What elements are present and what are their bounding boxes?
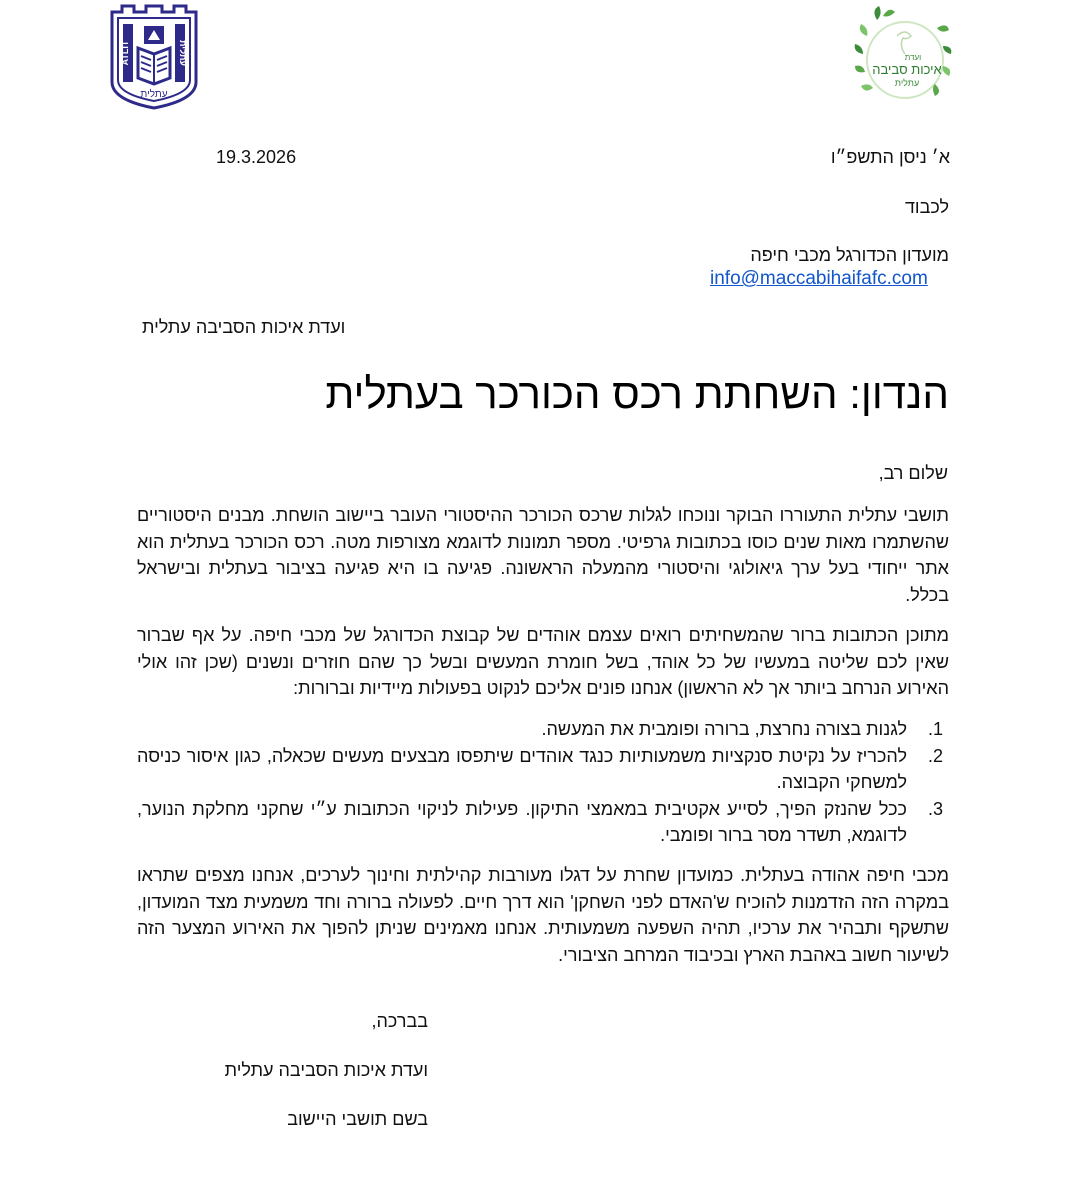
list-item: [137, 796, 949, 849]
list-item-number: 3.: [927, 798, 943, 819]
to-label: לכבוד: [904, 197, 949, 217]
signature-block: [200, 1010, 428, 1130]
recipient-name: מועדון הכדורגל מכבי חיפה: [750, 245, 949, 265]
atlit-emblem-icon: [108, 4, 200, 114]
svg-text:ועדת: ועדת: [904, 53, 922, 62]
list-item-number: 1.: [927, 719, 943, 739]
hebrew-date: א׳ ניסן התשפ״ו: [830, 147, 950, 167]
svg-text:ATLIT: ATLIT: [120, 40, 130, 66]
recipient-email-link[interactable]: info@maccabihaifafc.com: [710, 268, 928, 289]
demands-list: [137, 716, 949, 849]
paragraph-request: מתוכן הכתובות ברור שהמשחיתים רואים עצמם אוהדים של קבוצת הכדורגל של מכבי חיפה. על אף שברור שאין לכם שליטה במעשיו של כל אוהד, בשל חומרת המעשים ובשל כך שהם חוזרים ונשנים (שכן זהו אולי האירוע הנרחב ביותר אך לא הראשון) אנחנו פונים אליכם לנקוט בפעולות מיידיות וברורות:: [137, 625, 949, 698]
closing-regards: בברכה,: [371, 1011, 428, 1031]
svg-text:עתלית: עתלית: [178, 40, 188, 66]
list-item: [137, 743, 949, 796]
subject-heading: הנדון: השחתת רכס הכורכר בעתלית: [325, 370, 949, 417]
signature-on-behalf: בשם תושבי היישוב: [287, 1109, 428, 1129]
greeting: שלום רב,: [878, 463, 948, 483]
sender-line: ועדת איכות הסביבה עתלית: [142, 317, 346, 337]
svg-text:איכות סביבה: איכות סביבה: [872, 62, 942, 77]
gregorian-date: 19.3.2026: [216, 147, 297, 167]
signature-committee: ועדת איכות הסביבה עתלית: [224, 1060, 428, 1080]
list-item: [137, 716, 949, 743]
list-item-text: לגנות בצורה נחרצת, ברורה ופומבית את המעשה.: [541, 719, 907, 739]
svg-text:עתלית: עתלית: [894, 78, 920, 88]
leaf-wreath-icon: [853, 6, 953, 106]
list-item-text: להכריז על נקיטת סנקציות משמעותיות כנגד אוהדים שיתפסו מבצעים מעשים שכאלה, כגון איסור כניסה למשחקי הקבוצה.: [137, 745, 907, 792]
atlit-council-logo: [108, 4, 200, 114]
paragraph-incident: תושבי עתלית התעוררו הבוקר ונוכחו לגלות שרכס הכורכר ההיסטורי העובר ביישוב הושחת. מבנים היסטוריים שהשתמרו מאות שנים כוסו בכתובות גרפיטי. מספר תמונות לדוגמא מצורפות מטה. רכס הכורכר בעתלית הוא אתר ייחודי בעל ערך גיאולוגי והיסטורי מהמעלה הראשונה. פגיעה בו היא פגיעה בציבור בעתלית ובישראל בכלל.: [137, 505, 949, 605]
environment-committee-logo: [853, 6, 953, 106]
list-item-number: 2.: [927, 745, 943, 766]
list-item-text: ככל שהנזק הפיך, לסייע אקטיבית במאמצי התיקון. פעילות לניקוי הכתובות ע״י שחקני מחלקת הנוער, לדוגמא, תשדר מסר ברור ופומבי.: [137, 798, 907, 845]
paragraph-expectation: מכבי חיפה אהודה בעתלית. כמועדון שחרת על דגלו מעורבות קהילתית וחינוך לערכים, אנחנו מצפים שתראו במקרה הזה הזדמנות להוכיח ש'האדם לפני השחקן' הוא דרך חיים. לפעולה ברורה וחד משמעית מצד המועדון, שתשקף ותבהיר את ערכיו, תהיה השפעה משמעותית. אנחנו מאמינים שניתן להפוך את האירוע המצער הזה לשיעור חשוב באהבת הארץ ובכיבוד המרחב הציבורי.: [137, 865, 949, 965]
svg-text:עתלית: עתלית: [140, 89, 168, 100]
